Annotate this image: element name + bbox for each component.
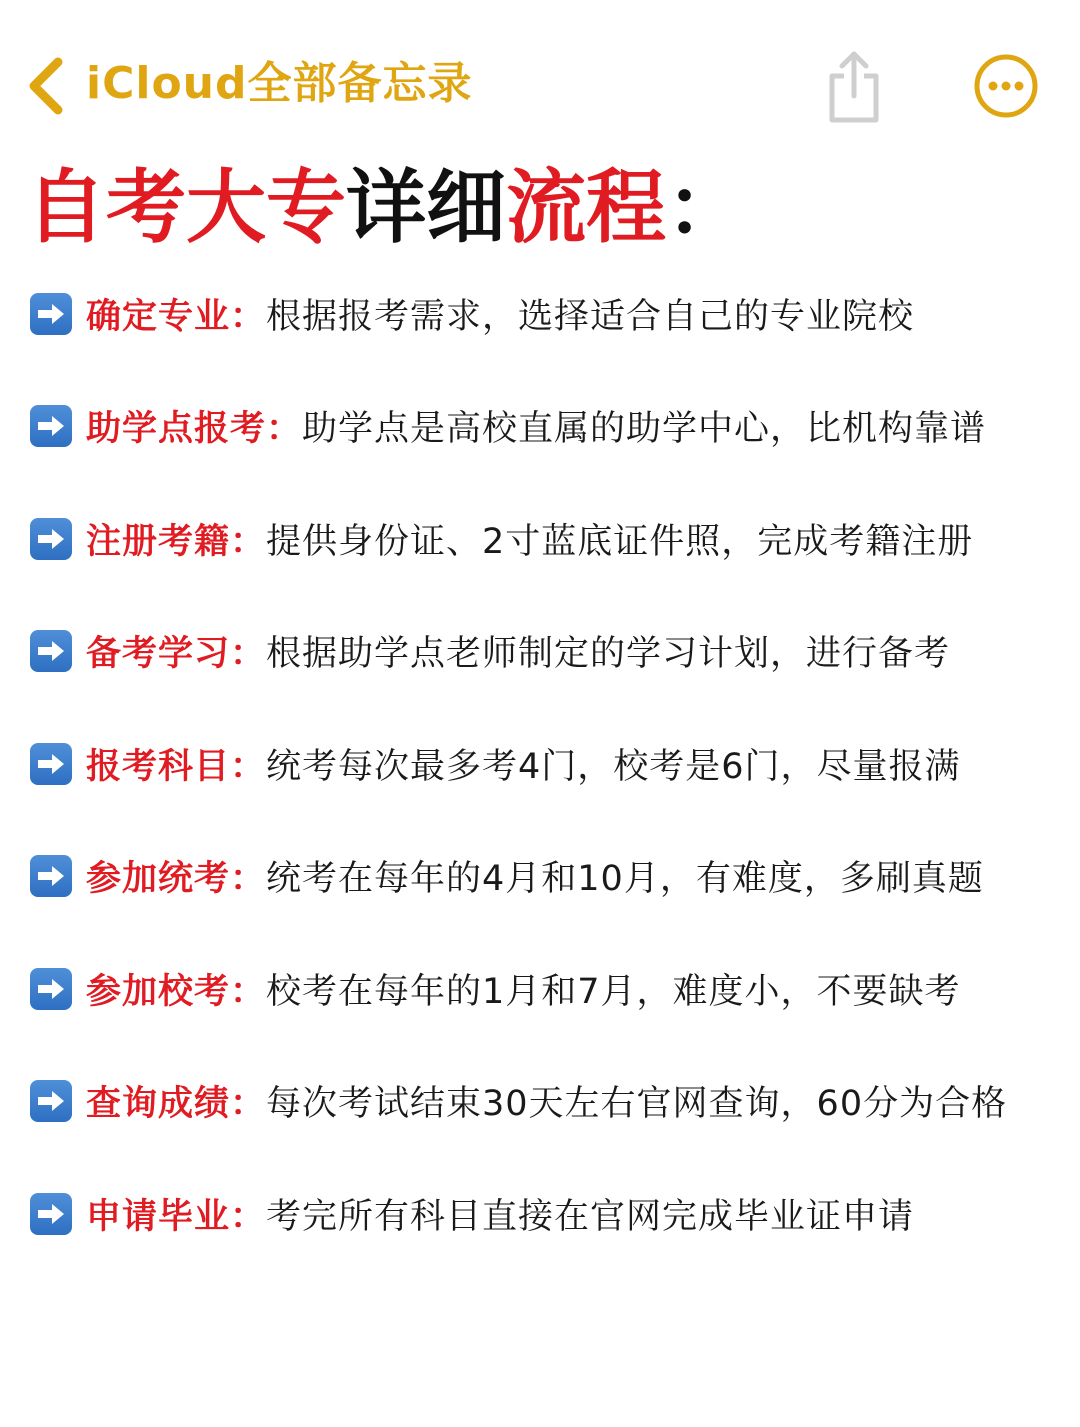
navigation-bar: [0, 40, 1080, 132]
note-title: [26, 160, 746, 256]
list-item: [30, 619, 950, 683]
arrow-right-icon: [30, 968, 72, 1010]
list-item: [30, 732, 961, 796]
arrow-right-icon: [30, 405, 72, 447]
title-part-highlight: 流程: [506, 161, 666, 254]
arrow-right-icon: [30, 1080, 72, 1122]
share-icon[interactable]: [822, 46, 886, 126]
list-item: [30, 1069, 1007, 1133]
title-part-highlight: 自考大专: [26, 161, 346, 254]
list-item: [30, 844, 984, 908]
arrow-right-icon: [30, 855, 72, 897]
item-description: 统考在每年的4月和10月，有难度，多刷真题: [266, 859, 984, 899]
item-description: 提供身份证、2寸蓝底证件照，完成考籍注册: [266, 522, 974, 562]
title-part: 详细: [346, 161, 506, 254]
list-item: [30, 282, 914, 346]
item-label: 报考科目：: [86, 747, 267, 787]
item-description: 根据报考需求，选择适合自己的专业院校: [266, 297, 915, 337]
item-description: 根据助学点老师制定的学习计划，进行备考: [266, 634, 951, 674]
list-item: [30, 957, 961, 1021]
item-label: 注册考籍：: [86, 522, 267, 562]
list-item: [30, 1182, 914, 1246]
item-description: 统考每次最多考4门，校考是6门，尽量报满: [266, 747, 961, 787]
list-item: [30, 394, 986, 458]
arrow-right-icon: [30, 1193, 72, 1235]
chevron-left-icon[interactable]: [22, 54, 70, 118]
item-description: 考完所有科目直接在官网完成毕业证申请: [266, 1197, 915, 1237]
arrow-right-icon: [30, 518, 72, 560]
title-part-colon: ：: [666, 161, 746, 254]
item-label: 确定专业：: [86, 297, 267, 337]
back-button-label[interactable]: iCloud全部备忘录: [86, 58, 473, 109]
arrow-right-icon: [30, 743, 72, 785]
arrow-right-icon: [30, 630, 72, 672]
item-label: 参加校考：: [86, 972, 267, 1012]
item-description: 每次考试结束30天左右官网查询，60分为合格: [266, 1084, 1008, 1124]
item-label: 参加统考：: [86, 859, 267, 899]
item-label: 备考学习：: [86, 634, 267, 674]
arrow-right-icon: [30, 293, 72, 335]
item-label: 查询成绩：: [86, 1084, 267, 1124]
more-icon[interactable]: [972, 52, 1040, 120]
list-item: [30, 507, 973, 571]
item-description: 校考在每年的1月和7月，难度小，不要缺考: [266, 972, 961, 1012]
item-label: 申请毕业：: [86, 1197, 267, 1237]
item-description: 助学点是高校直属的助学中心，比机构靠谱: [302, 409, 987, 449]
item-label: 助学点报考：: [86, 409, 303, 449]
